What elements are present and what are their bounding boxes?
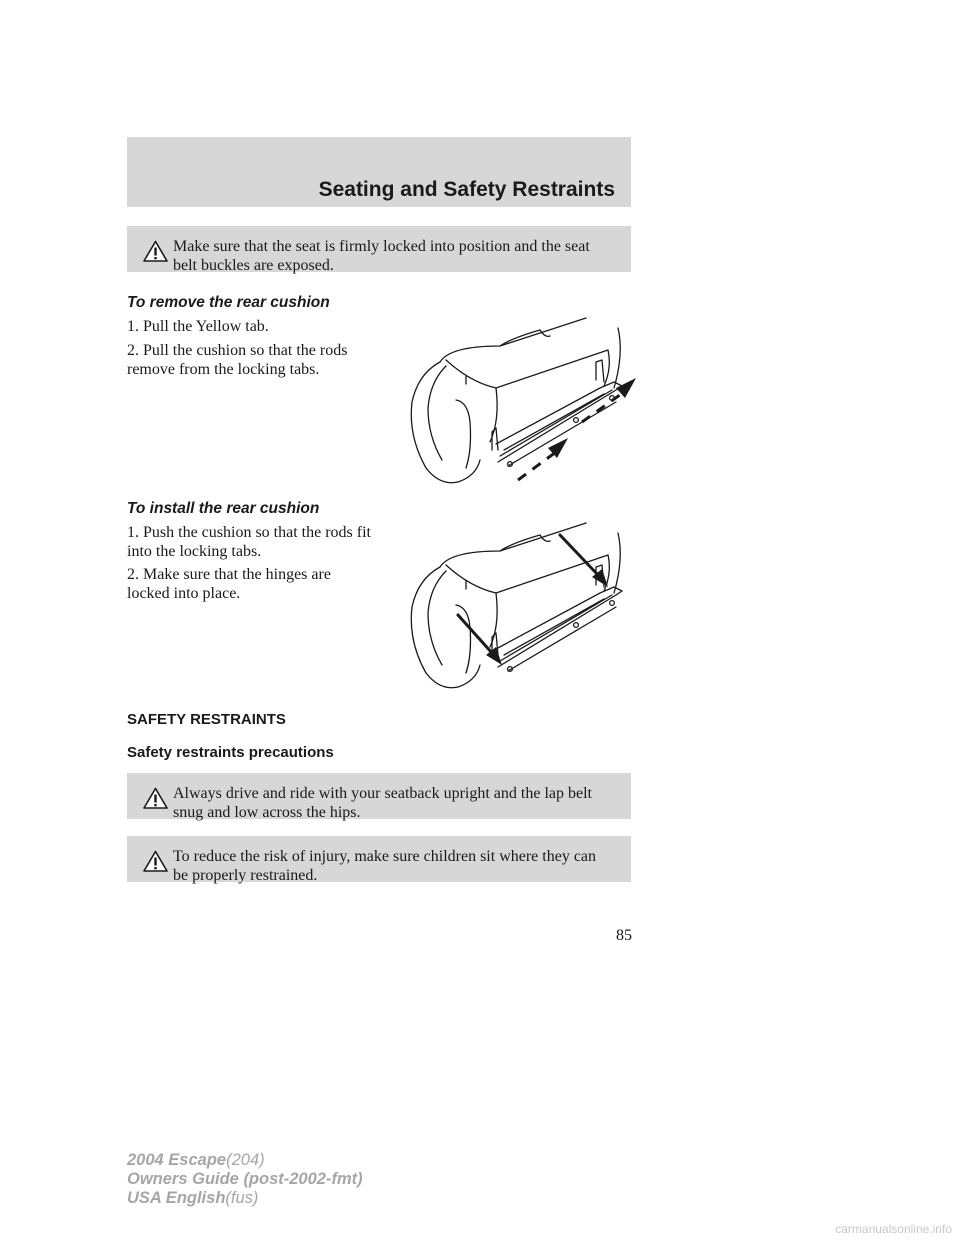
- page-number: 85: [616, 927, 632, 944]
- footer-line-3: [127, 1189, 363, 1208]
- document-footer: [127, 1151, 363, 1208]
- warning-triangle-icon: [143, 850, 168, 872]
- footer-model: 2004 Escape: [127, 1151, 227, 1169]
- watermark: carmanualsonline.info: [835, 1222, 952, 1236]
- remove-step-2: 2. Pull the cushion so that the rods remove from the locking tabs.: [127, 342, 348, 378]
- remove-step-1: 1. Pull the Yellow tab.: [127, 318, 269, 335]
- safety-restraints-heading: SAFETY RESTRAINTS: [127, 711, 286, 728]
- remove-cushion-figure: [400, 310, 640, 490]
- warning-box: [127, 226, 631, 272]
- warning-box: [127, 773, 631, 819]
- install-step-2: 2. Make sure that the hinges are locked into place.: [127, 566, 331, 602]
- warning-box: [127, 836, 631, 882]
- footer-line-1: [127, 1151, 363, 1170]
- warning-text: Make sure that the seat is firmly locked into position and the seat belt buckles are exposed.: [173, 238, 590, 274]
- safety-precautions-subheading: Safety restraints precautions: [127, 744, 334, 761]
- warning-triangle-icon: [143, 787, 168, 809]
- footer-line-2: Owners Guide (post-2002-fmt): [127, 1170, 363, 1188]
- header-band: [127, 137, 631, 207]
- footer-language-code: (fus): [225, 1189, 259, 1207]
- page-title: Seating and Safety Restraints: [318, 178, 615, 201]
- install-heading: To install the rear cushion: [127, 500, 320, 517]
- warning-triangle-icon: [143, 240, 168, 262]
- warning-text: Always drive and ride with your seatback upright and the lap belt snug and low across the hips.: [173, 785, 592, 821]
- install-cushion-figure: [400, 515, 640, 695]
- footer-model-code: (204): [226, 1151, 265, 1169]
- install-step-1: 1. Push the cushion so that the rods fit into the locking tabs.: [127, 524, 371, 560]
- footer-language: USA English: [127, 1189, 226, 1207]
- remove-heading: To remove the rear cushion: [127, 294, 330, 311]
- warning-text: To reduce the risk of injury, make sure children sit where they can be properly restrained.: [173, 848, 597, 884]
